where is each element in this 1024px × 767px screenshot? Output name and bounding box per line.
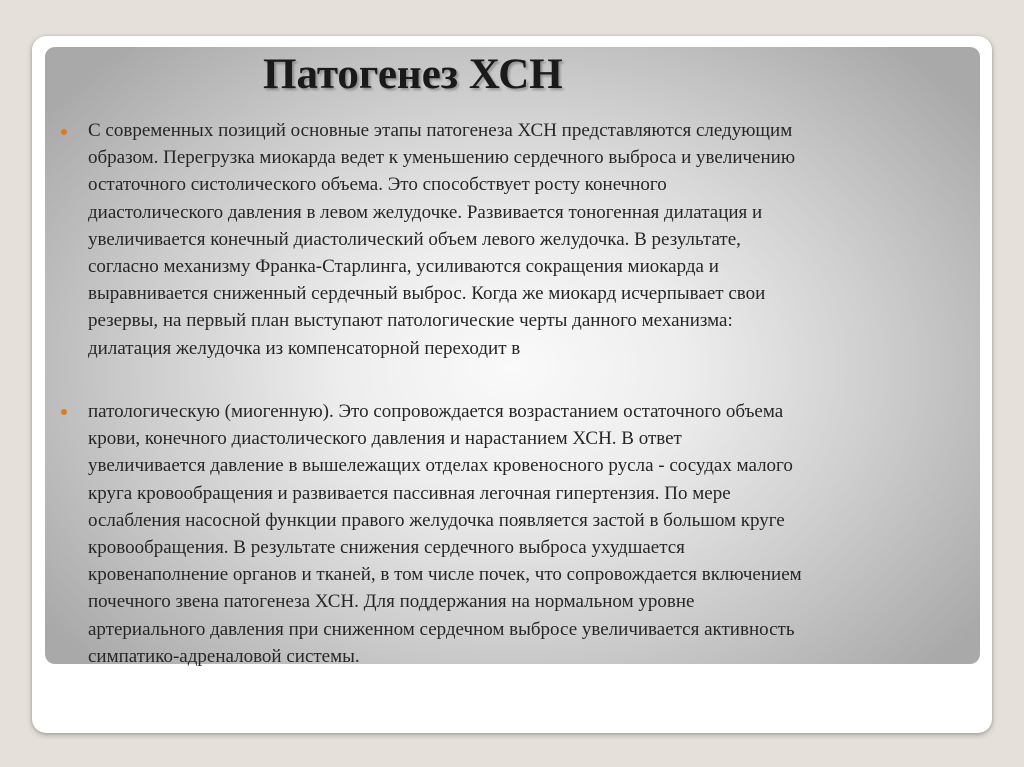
bullet-marker [61,409,67,415]
slide-title: Патогенез ХСН [263,51,563,98]
bullet-marker [61,129,67,135]
bullet-paragraph-1: С современных позиций основные этапы патогенеза ХСН представляются следующим образом. Перегрузка миокарда ведет к уменьшению сердечного выброса и увеличению остаточного систолического объема. Это способствует росту конечного диастолического давления в левом желудочке. Развивается тоногенная дилатация и увеличивается конечный диастолический объем левого желудочка. В результате, согласно механизму Франка-Старлинга, усиливаются сокращения миокарда и выравнивается сниженный сердечный выброс. Когда же миокард исчерпывает свои резервы, на первый план выступают патологические черты данного механизма: дилатация желудочка из компенсаторной переходит в [88,120,796,359]
bullet-paragraph-2: патологическую (миогенную). Это сопровождается возрастанием остаточного объема крови, конечного диастолического давления и нарастанием ХСН. В ответ увеличивается давление в вышележащих отделах кровеносного русла - сосудах малого круга кровообращения и развивается пассивная легочная гипертензия. По мере ослабления насосной функции правого желудочка появляется застой в большом круге кровообращения. В результате снижения сердечного выброса ухудшается кровенаполнение органов и тканей, в том числе почек, что сопровождается включением почечного звена патогенеза ХСН. Для поддержания на нормальном уровне артериального давления при сниженном сердечном выбросе увеличивается активность симпатико-адреналовой системы. [88,401,802,667]
